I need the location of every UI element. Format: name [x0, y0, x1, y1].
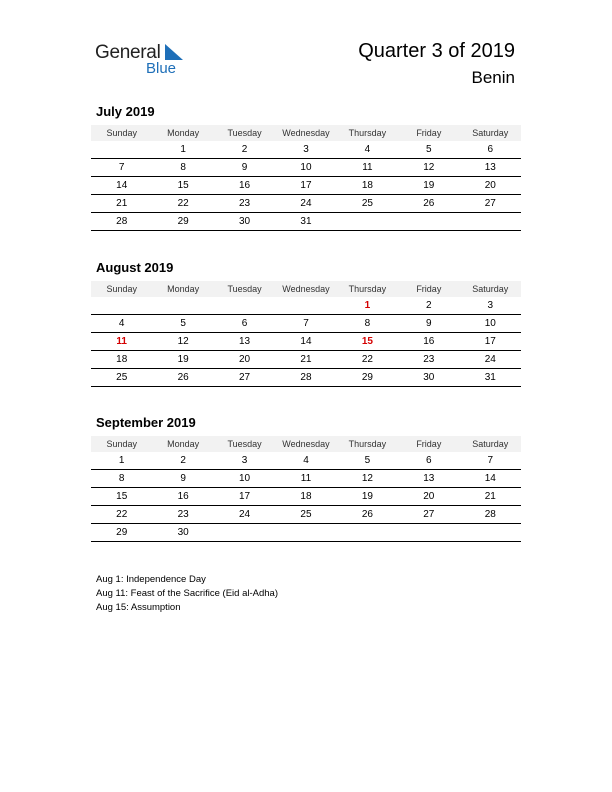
day-cell: 25 [91, 369, 152, 387]
day-cell [398, 213, 459, 231]
day-cell: 13 [398, 470, 459, 488]
month-title: September 2019 [96, 415, 196, 430]
holiday-note: Aug 11: Feast of the Sacrifice (Eid al-Adha) [96, 588, 278, 599]
month-calendar-table [91, 125, 521, 231]
day-cell: 21 [460, 488, 521, 506]
day-cell: 28 [91, 213, 152, 231]
weekday-header-row [91, 436, 521, 452]
day-cell: 27 [398, 506, 459, 524]
weekday-label: Thursday [337, 281, 398, 297]
day-cell [460, 524, 521, 542]
day-cell: 15 [337, 333, 398, 351]
day-cell: 22 [337, 351, 398, 369]
weekday-label: Friday [398, 436, 459, 452]
day-cell: 26 [337, 506, 398, 524]
day-cell: 19 [152, 351, 213, 369]
month-block-september [91, 415, 521, 542]
day-cell: 30 [214, 213, 275, 231]
holiday-note: Aug 1: Independence Day [96, 574, 206, 585]
day-cell: 25 [337, 195, 398, 213]
day-cell: 12 [337, 470, 398, 488]
day-cell: 6 [460, 141, 521, 159]
day-cell: 12 [152, 333, 213, 351]
day-cell: 26 [152, 369, 213, 387]
day-cell: 5 [398, 141, 459, 159]
day-cell: 23 [214, 195, 275, 213]
weekday-label: Thursday [337, 436, 398, 452]
day-cell: 4 [91, 315, 152, 333]
day-cell: 2 [152, 452, 213, 470]
day-cell: 18 [91, 351, 152, 369]
day-cell: 16 [214, 177, 275, 195]
weekday-label: Friday [398, 125, 459, 141]
day-cell: 20 [460, 177, 521, 195]
week-row [91, 452, 521, 470]
day-cell: 19 [398, 177, 459, 195]
day-cell [275, 297, 336, 315]
week-row [91, 524, 521, 542]
day-cell: 27 [214, 369, 275, 387]
month-calendar-table [91, 436, 521, 542]
month-block-july [91, 104, 521, 231]
day-cell: 30 [398, 369, 459, 387]
day-cell: 23 [152, 506, 213, 524]
day-cell: 3 [214, 452, 275, 470]
day-cell: 21 [91, 195, 152, 213]
day-cell: 22 [152, 195, 213, 213]
day-cell: 9 [398, 315, 459, 333]
week-row [91, 369, 521, 387]
weekday-label: Tuesday [214, 125, 275, 141]
day-cell: 31 [460, 369, 521, 387]
weekday-label: Monday [152, 281, 213, 297]
day-cell [460, 213, 521, 231]
day-cell: 2 [214, 141, 275, 159]
day-cell: 17 [214, 488, 275, 506]
day-cell: 5 [337, 452, 398, 470]
month-calendar-table [91, 281, 521, 387]
day-cell: 8 [91, 470, 152, 488]
day-cell: 27 [460, 195, 521, 213]
weekday-label: Monday [152, 125, 213, 141]
day-cell: 16 [398, 333, 459, 351]
day-cell: 19 [337, 488, 398, 506]
week-row [91, 470, 521, 488]
day-cell: 6 [214, 315, 275, 333]
day-cell [214, 297, 275, 315]
day-cell: 1 [337, 297, 398, 315]
day-cell [152, 297, 213, 315]
weekday-label: Wednesday [275, 125, 336, 141]
day-cell: 8 [337, 315, 398, 333]
weekday-label: Sunday [91, 436, 152, 452]
holiday-notes [96, 573, 278, 615]
holiday-note: Aug 15: Assumption [96, 602, 181, 613]
week-row [91, 297, 521, 315]
day-cell: 4 [275, 452, 336, 470]
weekday-label: Sunday [91, 281, 152, 297]
day-cell: 10 [214, 470, 275, 488]
logo-general-text: General [95, 42, 161, 63]
month-title: July 2019 [96, 104, 155, 119]
day-cell: 30 [152, 524, 213, 542]
month-block-august [91, 260, 521, 387]
day-cell: 20 [214, 351, 275, 369]
weekday-label: Friday [398, 281, 459, 297]
day-cell: 7 [275, 315, 336, 333]
day-cell: 18 [337, 177, 398, 195]
day-cell: 11 [337, 159, 398, 177]
week-row [91, 177, 521, 195]
weekday-label: Tuesday [214, 281, 275, 297]
day-cell [91, 297, 152, 315]
page-title: Quarter 3 of 2019 [358, 40, 515, 62]
day-cell [398, 524, 459, 542]
day-cell: 14 [91, 177, 152, 195]
day-cell: 13 [460, 159, 521, 177]
day-cell: 15 [91, 488, 152, 506]
generalblue-logo [95, 42, 195, 78]
day-cell: 3 [275, 141, 336, 159]
week-row [91, 315, 521, 333]
day-cell: 17 [460, 333, 521, 351]
day-cell: 25 [275, 506, 336, 524]
day-cell: 16 [152, 488, 213, 506]
logo-triangle-icon [161, 44, 183, 60]
day-cell: 24 [214, 506, 275, 524]
day-cell: 14 [460, 470, 521, 488]
day-cell: 12 [398, 159, 459, 177]
day-cell: 28 [460, 506, 521, 524]
weekday-header-row [91, 125, 521, 141]
week-row [91, 351, 521, 369]
weekday-label: Thursday [337, 125, 398, 141]
week-row [91, 195, 521, 213]
logo-blue-text: Blue [146, 60, 177, 77]
day-cell: 29 [91, 524, 152, 542]
week-row [91, 506, 521, 524]
day-cell: 14 [275, 333, 336, 351]
day-cell: 11 [275, 470, 336, 488]
day-cell: 29 [337, 369, 398, 387]
day-cell [214, 524, 275, 542]
day-cell: 6 [398, 452, 459, 470]
weekday-label: Sunday [91, 125, 152, 141]
day-cell: 7 [460, 452, 521, 470]
weekday-label: Wednesday [275, 436, 336, 452]
day-cell: 10 [460, 315, 521, 333]
day-cell: 2 [398, 297, 459, 315]
day-cell: 5 [152, 315, 213, 333]
country-name: Benin [471, 68, 515, 87]
day-cell: 23 [398, 351, 459, 369]
weekday-label: Monday [152, 436, 213, 452]
day-cell: 15 [152, 177, 213, 195]
week-row [91, 141, 521, 159]
day-cell: 31 [275, 213, 336, 231]
month-title: August 2019 [96, 260, 174, 275]
day-cell: 1 [152, 141, 213, 159]
week-row [91, 488, 521, 506]
day-cell [337, 213, 398, 231]
weekday-label: Saturday [460, 436, 521, 452]
day-cell: 20 [398, 488, 459, 506]
day-cell: 13 [214, 333, 275, 351]
day-cell: 9 [152, 470, 213, 488]
day-cell: 26 [398, 195, 459, 213]
day-cell: 22 [91, 506, 152, 524]
weekday-label: Wednesday [275, 281, 336, 297]
weekday-label: Tuesday [214, 436, 275, 452]
day-cell [275, 524, 336, 542]
day-cell: 24 [460, 351, 521, 369]
week-row [91, 333, 521, 351]
day-cell: 29 [152, 213, 213, 231]
week-row [91, 213, 521, 231]
weekday-label: Saturday [460, 125, 521, 141]
day-cell: 10 [275, 159, 336, 177]
day-cell: 9 [214, 159, 275, 177]
day-cell [91, 141, 152, 159]
weekday-label: Saturday [460, 281, 521, 297]
day-cell: 18 [275, 488, 336, 506]
day-cell: 11 [91, 333, 152, 351]
day-cell: 8 [152, 159, 213, 177]
day-cell: 21 [275, 351, 336, 369]
weekday-header-row [91, 281, 521, 297]
day-cell: 4 [337, 141, 398, 159]
day-cell: 28 [275, 369, 336, 387]
day-cell: 24 [275, 195, 336, 213]
day-cell: 3 [460, 297, 521, 315]
day-cell: 1 [91, 452, 152, 470]
day-cell: 17 [275, 177, 336, 195]
week-row [91, 159, 521, 177]
day-cell [337, 524, 398, 542]
day-cell: 7 [91, 159, 152, 177]
